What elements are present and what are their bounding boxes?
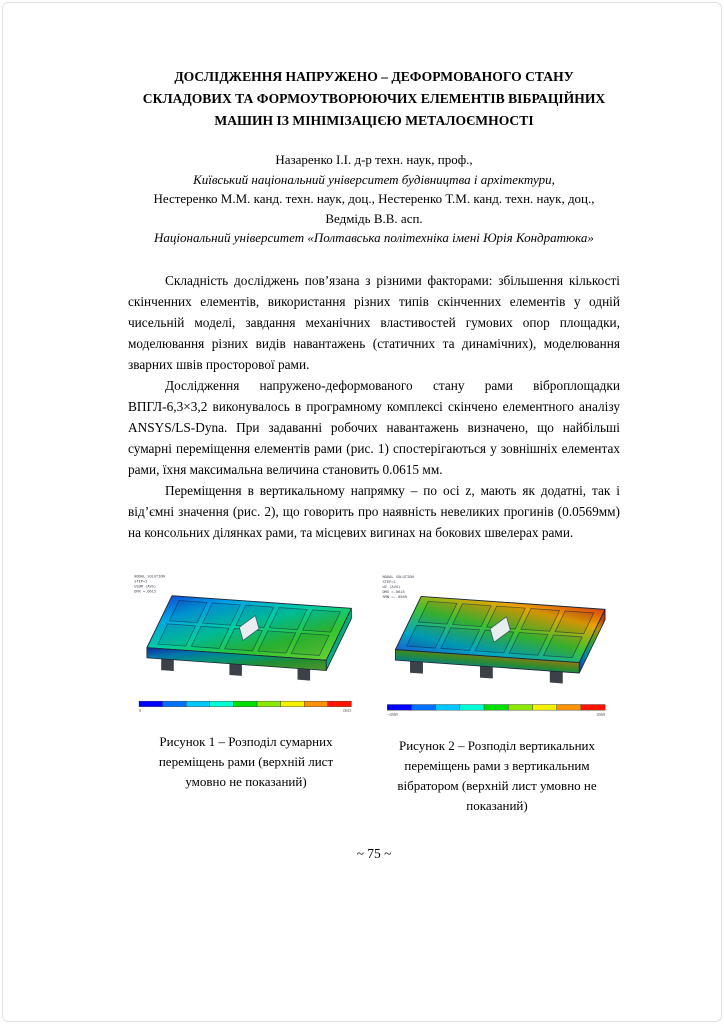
paragraph-3: Переміщення в вертикальному напрямку – по осі z, мають як додатні, так і від’ємні значення (рис. 2), що говорить про наявність невеликих прогинів (0.0569мм) на консольних ділянках рами, та місцевих вигинах на бокових швелерах рами. xyxy=(128,482,620,540)
author-line: Нестеренко М.М. канд. техн. наук, доц., Нестеренко Т.М. канд. техн. наук, доц., xyxy=(153,191,595,206)
paragraph-2: Дослідження напружено-деформованого стану рами віброплощадки ВПГЛ-6,3×3,2 виконувалось в програмному комплексі скінчено елементного аналізу ANSYS/LS-Dyna. При задаванні робочих навантажень визначено, що найбільші сумарні переміщення елементів рами (рис. 1) спостерігаються у зовнішніх елементах рами, їхня максимальна величина становить 0.0615 мм. xyxy=(128,377,620,477)
svg-text:UZ (AVG): UZ (AVG) xyxy=(382,584,401,589)
authors-block xyxy=(128,150,620,248)
figure-1 xyxy=(128,569,364,792)
fem-plot-figure-1 xyxy=(128,569,364,726)
svg-text:STEP=1: STEP=1 xyxy=(382,579,396,584)
author-affiliation: Київський національний університет будівництва і архітектури, xyxy=(193,171,555,187)
figure-2-caption: Рисунок 2 – Розподіл вертикальних переміщень рами з вертикальним вібратором (верхній лист умовно не показаний) xyxy=(397,737,597,813)
author-affiliation: Національний університет «Полтавська політехніка імені Юрія Кондратюка» xyxy=(154,230,594,245)
author-line: Ведмідь В.В. асп. xyxy=(325,210,423,226)
svg-text:DMX =.0615: DMX =.0615 xyxy=(382,589,405,594)
fem-plot-figure-2 xyxy=(376,569,618,730)
author-line: Назаренко І.І. д-р техн. наук, проф., xyxy=(275,152,473,167)
figures-row xyxy=(128,569,620,816)
svg-text:-.0569: -.0569 xyxy=(387,711,398,717)
svg-text:SMN =-.0569: SMN =-.0569 xyxy=(382,594,407,599)
title-line-2: СКЛАДОВИХ ТА ФОРМОУТВОРЮЮЧИХ ЕЛЕМЕНТІВ ВІБРАЦІЙНИХ xyxy=(142,91,606,106)
paragraph-1: Складність досліджень пов’язана з різними факторами: збільшення кількості скінченних елементів, використання різних типів скінченних елементів у одній чисельній моделі, завдання механічних властивостей гумових опор площадки, моделювання різних видів навантажень (статичних та динамічних), моделювання зварних швів просторової рами. xyxy=(128,272,620,372)
title-line-1: ДОСЛІДЖЕННЯ НАПРУЖЕНО – ДЕФОРМОВАНОГО СТАНУ xyxy=(174,69,574,84)
svg-text:NODAL SOLUTION: NODAL SOLUTION xyxy=(382,574,414,579)
figure-1-caption: Рисунок 1 – Розподіл сумарних переміщень рами (верхній лист умовно не показаний) xyxy=(158,733,334,789)
svg-text:.0569: .0569 xyxy=(596,711,606,717)
svg-text:STEP=1: STEP=1 xyxy=(134,579,148,584)
figure-2 xyxy=(376,569,618,816)
svg-text:DMX =.0615: DMX =.0615 xyxy=(134,588,157,593)
page-number: ~ 75 ~ xyxy=(356,845,392,861)
svg-text:0: 0 xyxy=(139,707,141,713)
paper-title xyxy=(128,66,620,132)
svg-text:.0615: .0615 xyxy=(342,707,352,713)
title-line-3: МАШИН ІЗ МІНІМІЗАЦІЄЮ МЕТАЛОЄМНОСТІ xyxy=(214,113,534,128)
body-text xyxy=(128,270,620,543)
svg-text:NODAL SOLUTION: NODAL SOLUTION xyxy=(134,574,165,579)
page-content xyxy=(128,66,620,862)
svg-text:USUM (AVG): USUM (AVG) xyxy=(134,583,157,588)
